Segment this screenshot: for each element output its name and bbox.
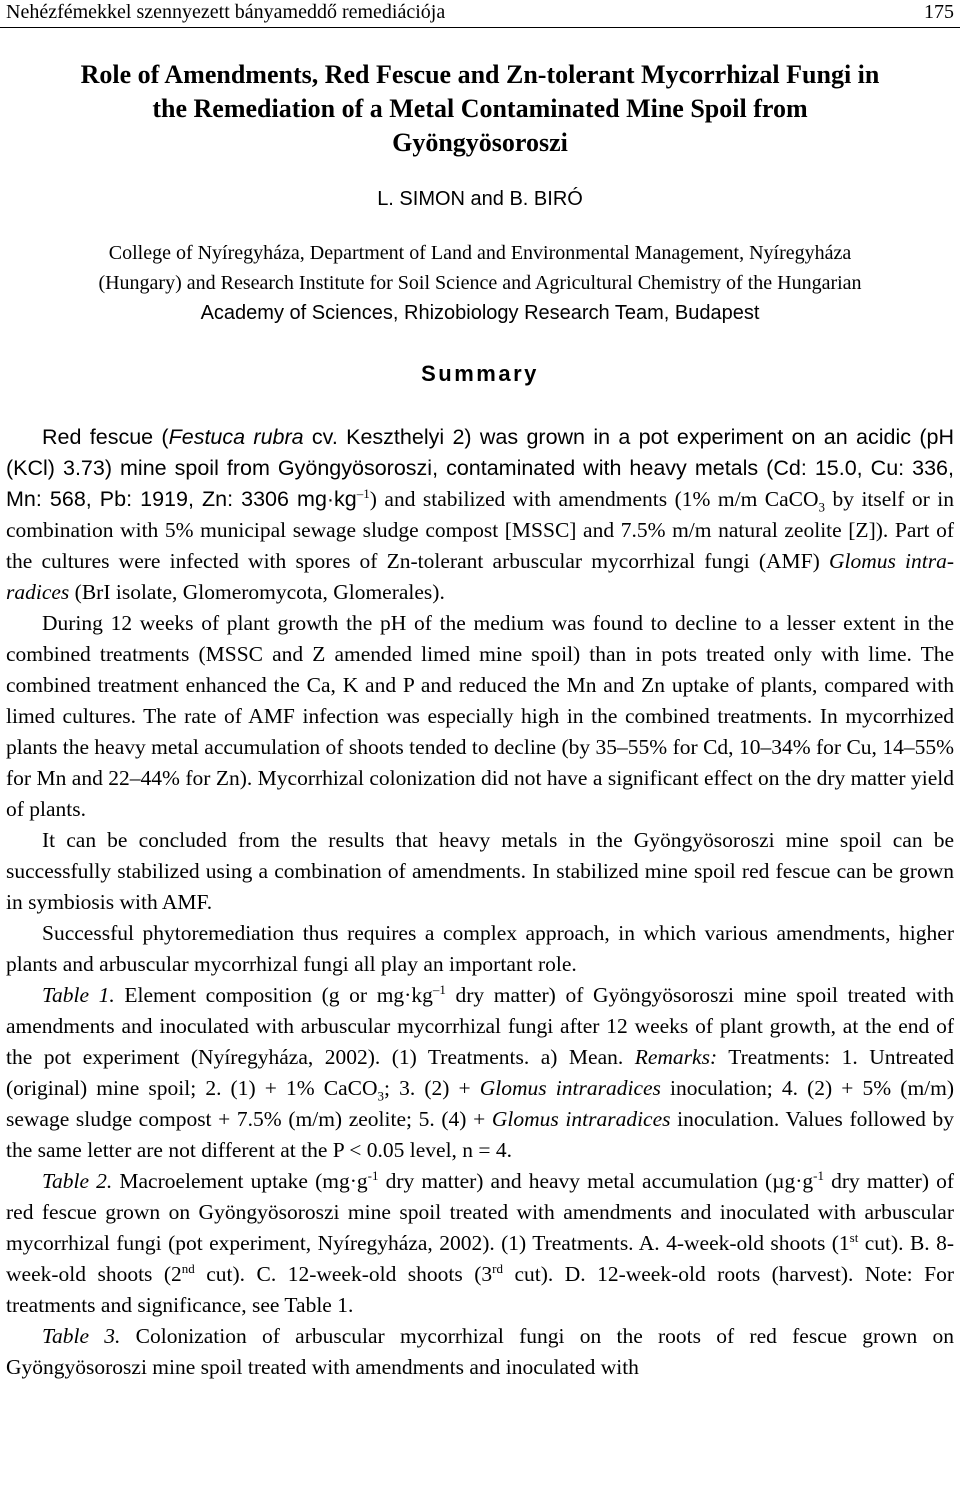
affiliation-line-2: (Hungary) and Research Institute for Soil Science and Agricultural Chemistry of the Hungarian xyxy=(98,272,862,294)
title-line-3: Gyöngyösoroszi xyxy=(392,128,568,157)
header-rule xyxy=(0,27,960,28)
affiliation-line-3: Academy of Sciences, Rhizobiology Research Team, Budapest xyxy=(200,302,760,324)
title-line-2: the Remediation of a Metal Contaminated Mine Spoil from xyxy=(152,94,808,123)
summary-paragraph-3: It can be concluded from the results that heavy metals in the Gyöngyösoroszi mine spoil can be successfully stabilized using a combination of amendments. In stabilized mine spoil red fescue can be grown in symbiosis with AMF. xyxy=(6,828,954,914)
title-line-1: Role of Amendments, Red Fescue and Zn-tolerant Mycorrhizal Fungi in xyxy=(80,60,880,89)
affiliation-line-1: College of Nyíregyháza, Department of Land and Environmental Management, Nyíregyháza xyxy=(108,242,852,264)
running-header xyxy=(0,0,960,30)
summary-paragraph-2: During 12 weeks of plant growth the pH of the medium was found to decline to a lesser extent in the combined treatments (MSSC and Z amended limed mine spoil) than in pots treated only with lime. The combined treatment enhanced the Ca, K and P and reduced the Mn and Zn uptake of plants, compared with limed cultures. The rate of AMF infection was especially high in the combined treatments. In mycorrhized plants the heavy metal accumulation of shoots tended to decline (by 35–55% for Cd, 10–34% for Cu, 14–55% for Mn and 22–44% for Zn). Mycorrhizal colonization did not have a significant effect on the dry matter yield of plants. xyxy=(6,611,954,821)
table-3-caption: Table 3. Colonization of arbuscular mycorrhizal fungi on the roots of red fescue grown on Gyöngyösoroszi mine spoil treated with amendments and inoculated with xyxy=(6,1324,954,1379)
abstract-body xyxy=(6,422,954,1383)
paper-title xyxy=(0,58,960,160)
journal-title: Nehézfémekkel szennyezett bányameddő remediációja xyxy=(6,1,446,23)
authors: L. SIMON and B. BIRÓ xyxy=(377,188,583,210)
affiliation xyxy=(0,238,960,328)
summary-heading: Summary xyxy=(421,361,539,386)
table-2-caption: Table 2. Macroelement uptake ($mg\cdot g^{-1}$ dry matter) and heavy metal accumulation ($\mu g\cdot g^{-1}$ dry matter) of red fescue grown on Gyöngyösoroszi mine spoil treated with amendments and inoculated with arbuscular mycorrhizal fungi (pot experiment, Nyíregyháza, 2002). (1) Treatments. A. 4-week-old shoots (1st cut). B. 8-week-old shoots (2nd cut). C. 12-week-old shoots (3rd cut). D. 12-week-old roots (harvest). Note: For treatments and significance, see Table 1. xyxy=(6,1167,955,1317)
page-number: 175 xyxy=(924,1,954,23)
table-2-label: Table 2. xyxy=(42,1169,113,1193)
table-1-label: Table 1. xyxy=(42,983,115,1007)
summary-paragraph-1: Red fescue (Festuca rubra cv. Keszthelyi 2) was grown in a pot experiment on an acidic (pH (KCl) 3.73) mine spoil from Gyöngyösoroszi, contaminated with heavy metals (Cd: 15.0, Cu: 336, Mn: 568, Pb: 1919, Zn: 3306 $mg\cdot kg^{-1}$) and stabilized with amendments (1% m/m CaCO$_3$ by itself or in combination with 5% municipal sewage sludge compost [MSSC] and 7.5% m/m natural zeolite [Z]). Part of the cultures were infected with spores of Zn-tolerant arbuscular mycorrhizal fungi (AMF) Glomus intra-radices (BrI isolate, Glomeromycota, Glomerales). xyxy=(6,425,954,604)
table-3-label: Table 3. xyxy=(42,1324,121,1348)
table-1-caption: Table 1. Element composition (g or $mg\cdot kg^{-1}$ dry matter) of Gyöngyösoroszi mine spoil treated with amendments and inoculated with arbuscular mycorrhizal fungi after 12 weeks of plant growth, at the end of the pot experiment (Nyíregyháza, 2002). (1) Treatments. a) Mean. Remarks: Treatments: 1. Untreated (original) mine spoil; 2. (1) + 1% CaCO$_3$; 3. (2) + Glomus intraradices inoculation; 4. (2) + 5% (m/m) sewage sludge compost + 7.5% (m/m) zeolite; 5. (4) + Glomus intraradices inoculation. Values followed by the same letter are not different at the P < 0.05 level, n = 4. xyxy=(6,981,955,1162)
summary-paragraph-4: Successful phytoremediation thus requires a complex approach, in which various amendments, higher plants and arbuscular mycorrhizal fungi all play an important role. xyxy=(6,921,954,976)
